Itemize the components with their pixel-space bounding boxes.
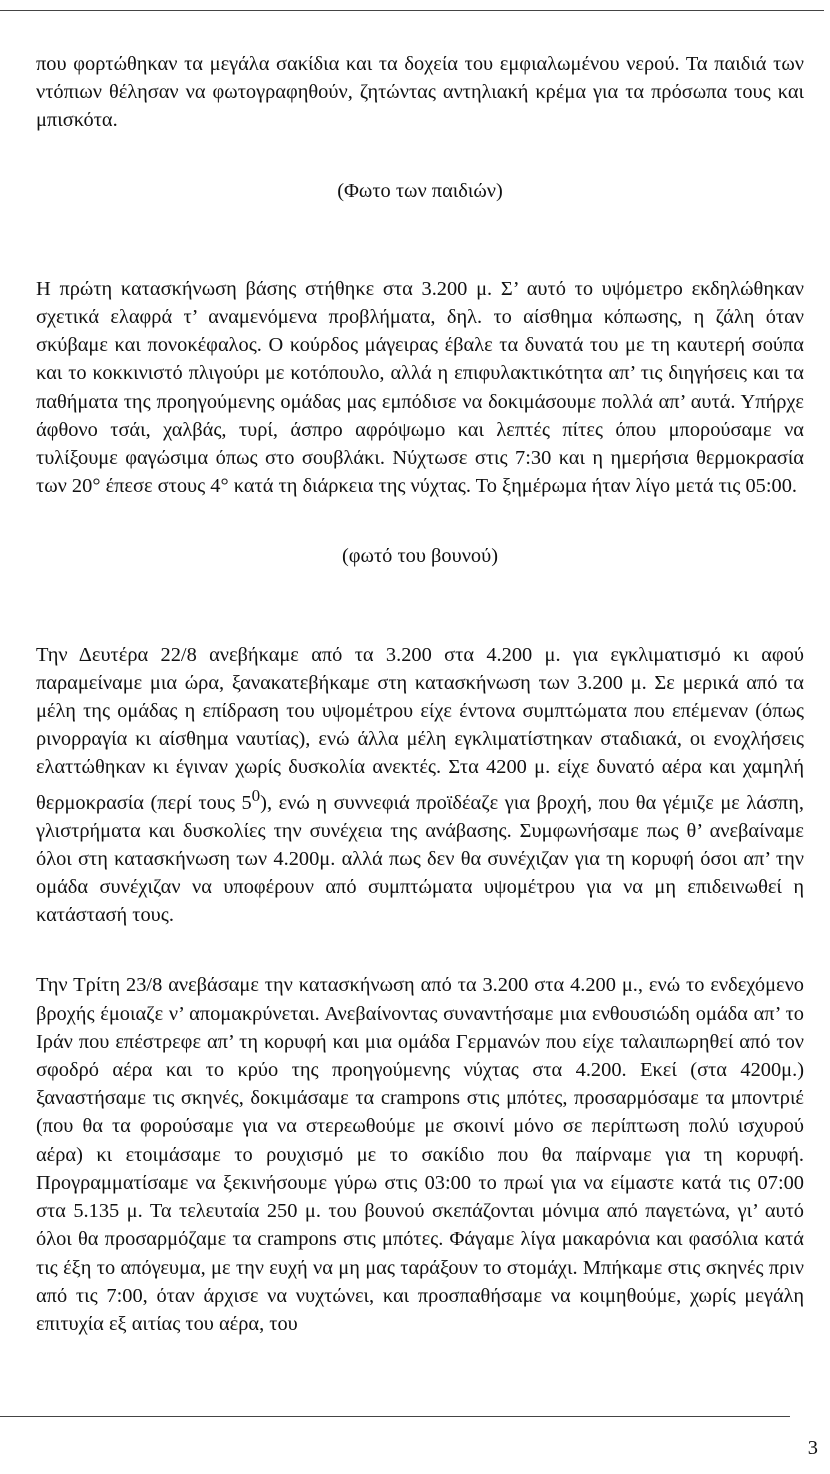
paragraph-4: Την Τρίτη 23/8 ανεβάσαμε την κατασκήνωση από τα 3.200 στα 4.200 μ., ενώ το ενδεχόμενο βροχής έμοιαζε ν’ απομακρύνεται. Ανεβαίνοντας συναντήσαμε μια ενθουσιώδη ομάδα απ’ το Ιράν που επέστρεφε απ’ τη κορυφή και μια ομάδα Γερμανών που είχε ταλαιπωρηθεί από τον σφοδρό αέρα και το κρύο της προηγούμενης νύχτας στα 4.200. Εκεί (στα 4200μ.) ξαναστήσαμε τις σκηνές, δοκιμάσαμε τα crampons στις μπότες, προσαρμόσαμε τα μποντριέ (που θα τα φορούσαμε για να στερεωθούμε με σκοινί μόνο σε περίπτωση πολύ ισχυρού αέρα) κι ετοιμάσαμε το ρουχισμό με το σακίδιο που θα παίρναμε για τη κορυφή. Προγραμματίσαμε να ξεκινήσουμε γύρω στις 03:00 το πρωί για να είμαστε κατά τις 07:00 στα 5.135 μ. Τα τελευταία 250 μ. του βουνού σκεπάζονται μόνιμα από παγετώνα, γι’ αυτό όλοι θα προσαρμόζαμε τα crampons στις μπότες. Φάγαμε λίγα μακαρόνια και φασόλια κατά τις έξη το απόγευμα, με την ευχή να μη μας ταράξουν το στομάχι. Μπήκαμε στις σκηνές πριν από τις 7:00, όταν άρχισε να νυχτώνει, και προσπαθήσαμε να κοιμηθούμε, χωρίς μεγάλη επιτυχία εξ αιτίας του αέρα, του	[36, 974, 804, 1335]
photo-caption-children: (Φωτο των παιδιών)	[337, 179, 503, 202]
degree-superscript: 0	[251, 785, 261, 805]
photo-caption-mountain: (φωτό του βουνού)	[341, 545, 499, 568]
paragraph-1: που φορτώθηκαν τα μεγάλα σακίδια και τα δοχεία του εμφιαλωμένου νερού. Τα παιδιά των ντόπιων θέλησαν να φωτογραφηθούν, ζητώντας αντηλιακή κρέμα για τα πρόσωπα τους και μπισκότα.	[36, 53, 804, 132]
footer-rule	[0, 1416, 790, 1417]
header-rule	[0, 10, 824, 11]
paragraph-3	[36, 641, 804, 930]
document-page	[36, 50, 804, 1338]
paragraph-3-text-start: Την Δευτέρα 22/8 ανεβήκαμε από τα 3.200 στα 4.200 μ. για εγκλιματισμό κι αφού παραμείναμε μια ώρα, ξανακατεβήκαμε στη κατασκήνωση των 3.200 μ. Σε μερικά από τα μέλη της ομάδας η επίδραση του υψομέτρου είχε έντονα συμπτώματα που επέμεναν (όπως ρινορραγία κι αίσθημα ναυτίας), ενώ άλλα μέλη εγκλιματίστηκαν σταδιακά, οι ενοχλήσεις ελαττώθηκαν κι έγιναν χωρίς δυσκολία ανεκτές. Στα 4200 μ. είχε δυνατό αέρα και χαμηλή θερμοκρασία (περί τους 5	[36, 643, 804, 814]
page-number: 3	[807, 1437, 818, 1459]
paragraph-2: Η πρώτη κατασκήνωση βάσης στήθηκε στα 3.200 μ. Σ’ αυτό το υψόμετρο εκδηλώθηκαν σχετικά ελαφρά τ’ αναμενόμενα προβλήματα, δηλ. το αίσθημα κόπωσης, η ζάλη όταν σκύβαμε και πονοκέφαλος. Ο κούρδος μάγειρας έβαλε τα δυνατά του με τη καυτερή σούπα και το κοκκινιστό πλιγούρι με κοτόπουλο, αλλά η επιφυλακτικότητα απ’ τις διηγήσεις και τα παθήματα της προηγούμενης ομάδας μας εμπόδισε να δοκιμάσουμε πολλά απ’ αυτά. Υπήρχε άφθονο τσάι, χαλβάς, τυρί, άσπρο αφρόψωμο και λεπτές πίτες όπου μπορούσαμε να τυλίξουμε φαγώσιμα όπως στο σουβλάκι. Νύχτωσε στις 7:30 και η ημερήσια θερμοκρασία των 20° έπεσε στους 4° κατά τη διάρκεια της νύχτας. Το ξημέρωμα ήταν λίγο μετά τις 05:00.	[36, 277, 804, 498]
paragraph-3-text-end: ), ενώ η συννεφιά προϊδέαζε για βροχή, που θα γέμιζε με λάσπη, γλιστρήματα και δυσκολίες την συνέχεια της ανάβασης. Συμφωνήσαμε πως θ’ ανεβαίναμε όλοι στη κατασκήνωση των 4.200μ. αλλά πως δεν θα συνέχιζαν για τη κορυφή όσοι απ’ την ομάδα συνέχιζαν να υποφέρουν από συμπτώματα υψομέτρου για να μη επιδεινωθεί η κατάστασή τους.	[36, 791, 804, 927]
